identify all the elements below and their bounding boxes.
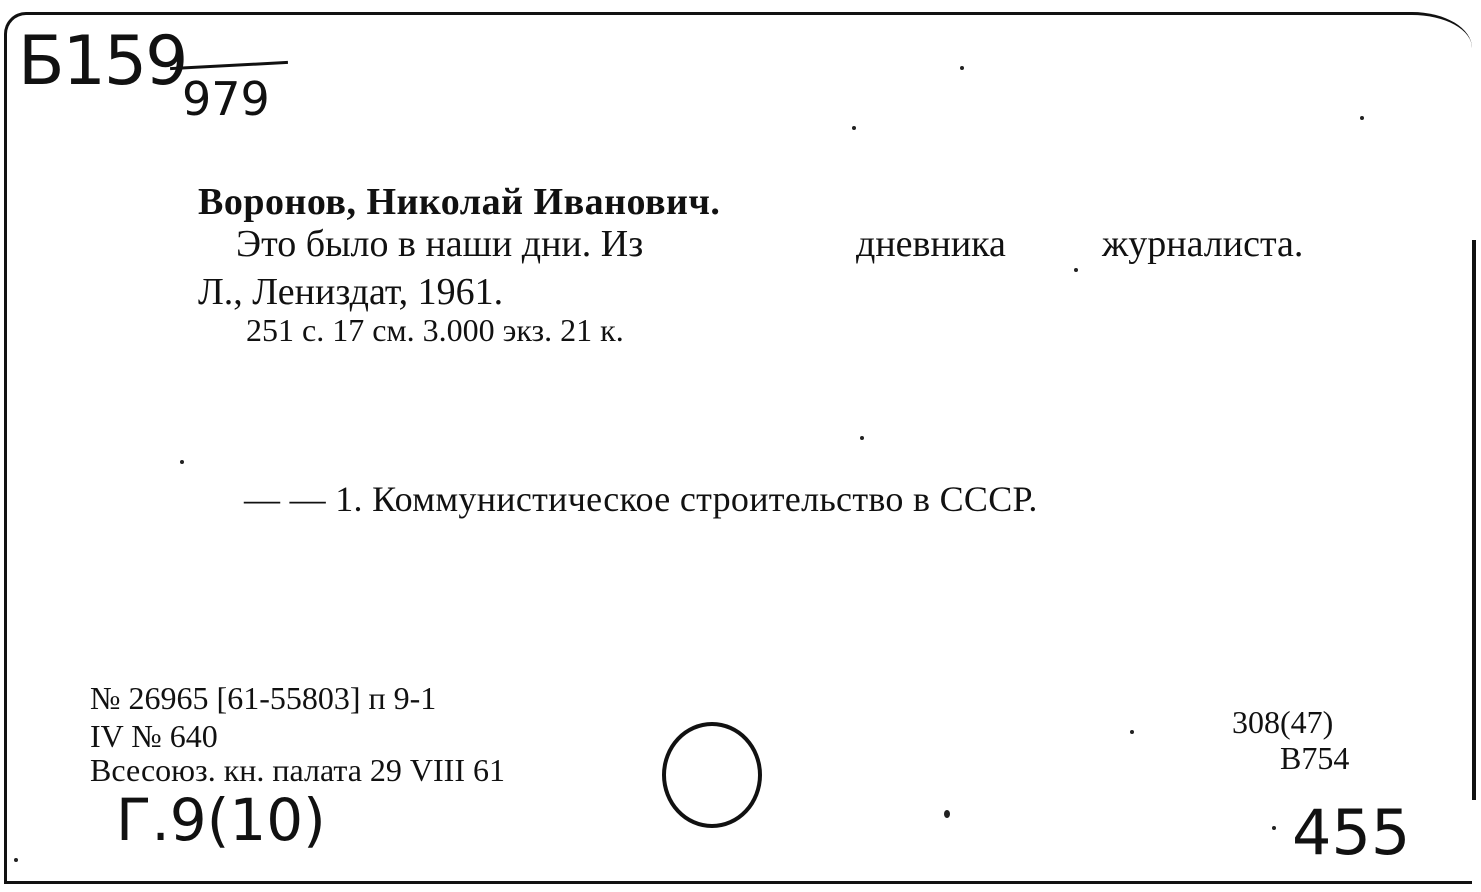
classification-code: 308(47) (1232, 704, 1334, 740)
speck (1130, 730, 1134, 734)
imprint: Л., Лениздат, 1961. (198, 271, 504, 313)
speck (960, 66, 964, 70)
shelf-mark-number: 979 (182, 72, 270, 126)
speck (180, 460, 184, 464)
speck (1074, 268, 1078, 272)
speck (852, 126, 856, 130)
subject-heading: — — 1. Коммунистическое строительство в СССР. (244, 479, 1038, 519)
speck (860, 436, 864, 440)
shelf-mark-code: Б159 (18, 22, 187, 101)
registration-volume: IV № 640 (90, 718, 218, 754)
registration-chamber: Всесоюз. кн. палата 29 VIII 61 (90, 752, 505, 788)
speck (1272, 826, 1276, 830)
registration-number: № 26965 [61-55803] п 9-1 (90, 680, 437, 716)
title-part-2: дневника (856, 223, 1006, 265)
author-heading: Воронов, Николай Иванович. (198, 181, 721, 223)
speck (1360, 116, 1364, 120)
title-part-1: Это было в наши дни. Из (236, 223, 644, 265)
card-right-edge (1472, 240, 1476, 800)
author-mark: В754 (1280, 740, 1350, 776)
circle-stamp (662, 722, 762, 828)
speck (14, 858, 18, 862)
title-part-3: журналиста. (1102, 223, 1304, 265)
collation: 251 с. 17 см. 3.000 экз. 21 к. (246, 312, 624, 348)
speck (944, 810, 950, 818)
handwritten-note-right: 455 (1292, 796, 1411, 869)
handwritten-note-left: Г.9(10) (116, 786, 326, 854)
